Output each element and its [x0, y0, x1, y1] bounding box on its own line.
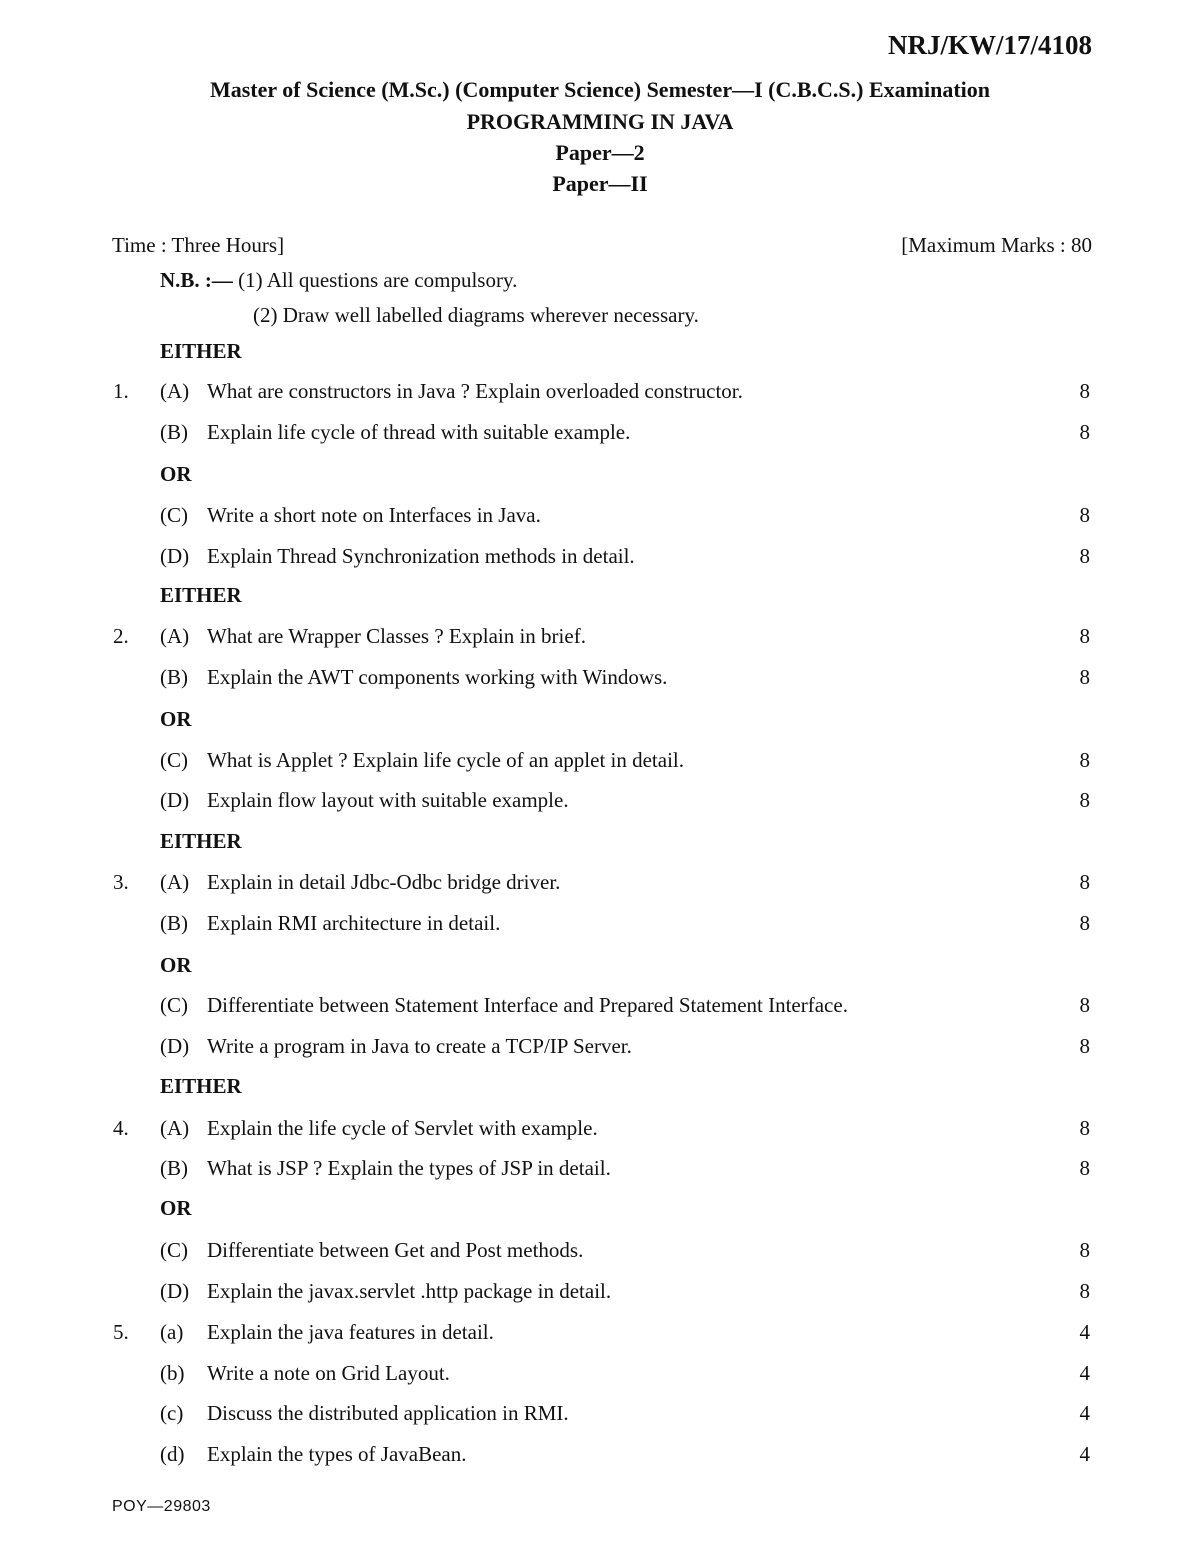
question-marks: 8 — [1079, 665, 1090, 689]
question-text: Differentiate between Statement Interface and Prepared Statement Interface. — [207, 993, 848, 1017]
question-marks: 4 — [1079, 1361, 1090, 1385]
question-marks: 8 — [1079, 993, 1090, 1017]
question-number: 1. — [113, 379, 129, 403]
question-marks: 8 — [1079, 420, 1090, 444]
question-text: Explain RMI architecture in detail. — [207, 911, 501, 935]
question-text: Explain the life cycle of Servlet with example. — [207, 1116, 598, 1140]
question-part: (d) — [160, 1442, 185, 1466]
instruction-1 — [160, 268, 517, 293]
question-part: (B) — [160, 1156, 188, 1180]
either-label: EITHER — [160, 583, 242, 607]
question-text: Explain life cycle of thread with suitable example. — [207, 420, 631, 444]
paper-number: Paper—2 — [555, 140, 645, 165]
question-part: (B) — [160, 911, 188, 935]
paper-roman: Paper—II — [552, 171, 648, 196]
exam-title: Master of Science (M.Sc.) (Computer Science) Semester—I (C.B.C.S.) Examination — [209, 77, 991, 102]
question-number: 4. — [113, 1116, 129, 1140]
question-part: (A) — [160, 624, 190, 648]
question-marks: 8 — [1079, 748, 1090, 772]
question-part: (c) — [160, 1401, 184, 1425]
question-marks: 8 — [1079, 379, 1090, 403]
instruction-1-text: (1) All questions are compulsory. — [238, 268, 518, 292]
question-marks: 8 — [1079, 788, 1090, 812]
question-marks: 8 — [1079, 911, 1090, 935]
question-text: What is Applet ? Explain life cycle of an applet in detail. — [207, 748, 685, 772]
question-marks: 8 — [1079, 1116, 1090, 1140]
question-text: Explain the AWT components working with Windows. — [207, 665, 668, 689]
either-label: EITHER — [160, 829, 242, 853]
question-number: 5. — [113, 1320, 129, 1344]
either-label: EITHER — [160, 339, 242, 363]
question-text: Write a note on Grid Layout. — [207, 1361, 450, 1385]
question-text: What is JSP ? Explain the types of JSP in detail. — [207, 1156, 611, 1180]
or-label: OR — [160, 707, 192, 731]
question-marks: 4 — [1079, 1401, 1090, 1425]
instruction-2: (2) Draw well labelled diagrams wherever necessary. — [253, 303, 699, 327]
question-marks: 4 — [1079, 1442, 1090, 1466]
question-marks: 8 — [1079, 503, 1090, 527]
question-marks: 8 — [1079, 544, 1090, 568]
question-number: 3. — [113, 870, 129, 894]
question-text: Explain the javax.servlet .http package in detail. — [207, 1279, 612, 1303]
question-text: Explain the types of JavaBean. — [207, 1442, 467, 1466]
footer-code: POY—29803 — [112, 1498, 211, 1515]
or-label: OR — [160, 462, 192, 486]
paper-code: NRJ/KW/17/4108 — [887, 30, 1092, 60]
question-part: (C) — [160, 503, 188, 527]
question-text: Write a short note on Interfaces in Java. — [207, 503, 541, 527]
question-text: Explain the java features in detail. — [207, 1320, 494, 1344]
question-part: (C) — [160, 1238, 188, 1262]
question-marks: 8 — [1079, 624, 1090, 648]
question-part: (D) — [160, 1034, 190, 1058]
question-part: (B) — [160, 420, 188, 444]
question-part: (b) — [160, 1361, 185, 1385]
question-text: Differentiate between Get and Post methods. — [207, 1238, 584, 1262]
question-part: (D) — [160, 544, 190, 568]
question-text: Write a program in Java to create a TCP/IP Server. — [207, 1034, 632, 1058]
question-text: Explain in detail Jdbc-Odbc bridge driver. — [207, 870, 561, 894]
question-part: (A) — [160, 1116, 190, 1140]
or-label: OR — [160, 953, 192, 977]
marks-label: [Maximum Marks : 80 — [901, 233, 1092, 257]
question-part: (B) — [160, 665, 188, 689]
question-part: (D) — [160, 788, 190, 812]
question-part: (C) — [160, 748, 188, 772]
question-text: What are Wrapper Classes ? Explain in brief. — [207, 624, 586, 648]
either-label: EITHER — [160, 1074, 242, 1098]
question-number: 2. — [113, 624, 129, 648]
question-text: What are constructors in Java ? Explain overloaded constructor. — [207, 379, 743, 403]
question-marks: 8 — [1079, 1156, 1090, 1180]
question-part: (A) — [160, 379, 190, 403]
question-part: (A) — [160, 870, 190, 894]
question-text: Explain Thread Synchronization methods in detail. — [207, 544, 635, 568]
question-marks: 8 — [1079, 870, 1090, 894]
question-marks: 8 — [1079, 1238, 1090, 1262]
subject-title: PROGRAMMING IN JAVA — [466, 109, 734, 134]
question-text: Discuss the distributed application in RMI. — [207, 1401, 569, 1425]
time-label: Time : Three Hours] — [112, 233, 285, 257]
question-part: (a) — [160, 1320, 184, 1344]
or-label: OR — [160, 1196, 192, 1220]
question-marks: 8 — [1079, 1279, 1090, 1303]
question-part: (D) — [160, 1279, 190, 1303]
nb-prefix: N.B. :— — [160, 268, 233, 292]
question-text: Explain flow layout with suitable example. — [207, 788, 569, 812]
question-marks: 8 — [1079, 1034, 1090, 1058]
question-marks: 4 — [1079, 1320, 1090, 1344]
question-part: (C) — [160, 993, 188, 1017]
